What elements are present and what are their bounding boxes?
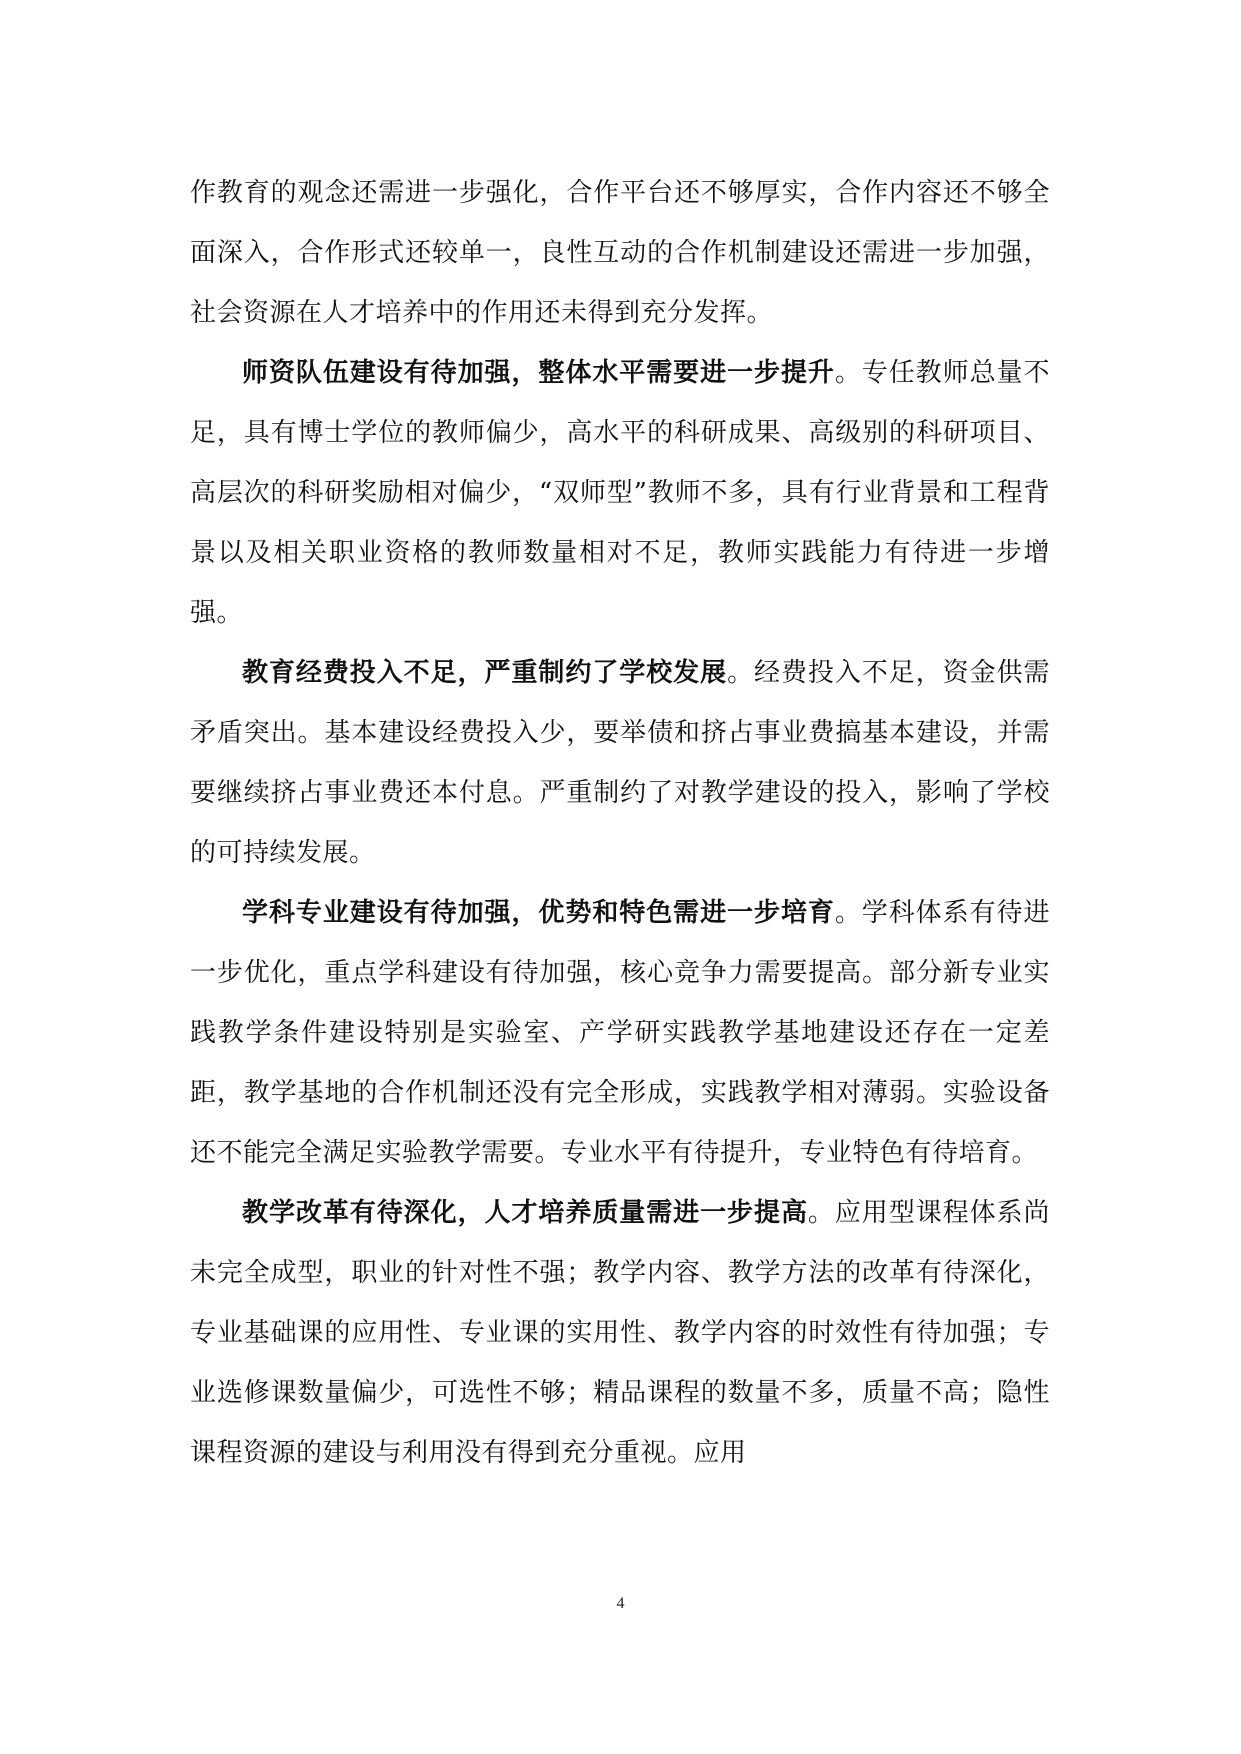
paragraph-teaching-reform [190, 1183, 1050, 1483]
paragraph-funding [190, 643, 1050, 883]
paragraph-disciplines [190, 883, 1050, 1183]
paragraph-lead: 学科专业建设有待加强，优势和特色需进一步培育 [242, 898, 835, 928]
paragraph-lead: 教学改革有待深化，人才培养质量需进一步提高 [242, 1198, 808, 1228]
paragraph-body: 。应用型课程体系尚未完全成型，职业的针对性不强；教学内容、教学方法的改革有待深化，专业基础课的应用性、专业课的实用性、教学内容的时效性有待加强；专业选修课数量偏少，可选性不够；精品课程的数量不多，质量不高；隐性课程资源的建设与利用没有得到充分重视。应用 [190, 1198, 1050, 1468]
paragraph-body: 。专任教师总量不足，具有博士学位的教师偏少，高水平的科研成果、高级别的科研项目、高层次的科研奖励相对偏少，“双师型”教师不多，具有行业背景和工程背景以及相关职业资格的教师数量相对不足，教师实践能力有待进一步增强。 [190, 358, 1050, 628]
body-text [190, 163, 1050, 1483]
continuation-paragraph: 作教育的观念还需进一步强化，合作平台还不够厚实，合作内容还不够全面深入，合作形式还较单一，良性互动的合作机制建设还需进一步加强，社会资源在人才培养中的作用还未得到充分发挥。 [190, 178, 1050, 328]
page-number: 4 [616, 1595, 625, 1612]
paragraph-faculty [190, 343, 1050, 643]
paragraph-lead: 教育经费投入不足，严重制约了学校发展 [242, 658, 728, 688]
paragraph-body: 。经费投入不足，资金供需矛盾突出。基本建设经费投入少，要举债和挤占事业费搞基本建设，并需要继续挤占事业费还本付息。严重制约了对教学建设的投入，影响了学校的可持续发展。 [190, 658, 1050, 868]
paragraph-body: 。学科体系有待进一步优化，重点学科建设有待加强，核心竞争力需要提高。部分新专业实践教学条件建设特别是实验室、产学研实践教学基地建设还存在一定差距，教学基地的合作机制还没有完全形成，实践教学相对薄弱。实验设备还不能完全满足实验教学需要。专业水平有待提升，专业特色有待培育。 [190, 898, 1050, 1168]
paragraph-lead: 师资队伍建设有待加强，整体水平需要进一步提升 [242, 358, 835, 388]
